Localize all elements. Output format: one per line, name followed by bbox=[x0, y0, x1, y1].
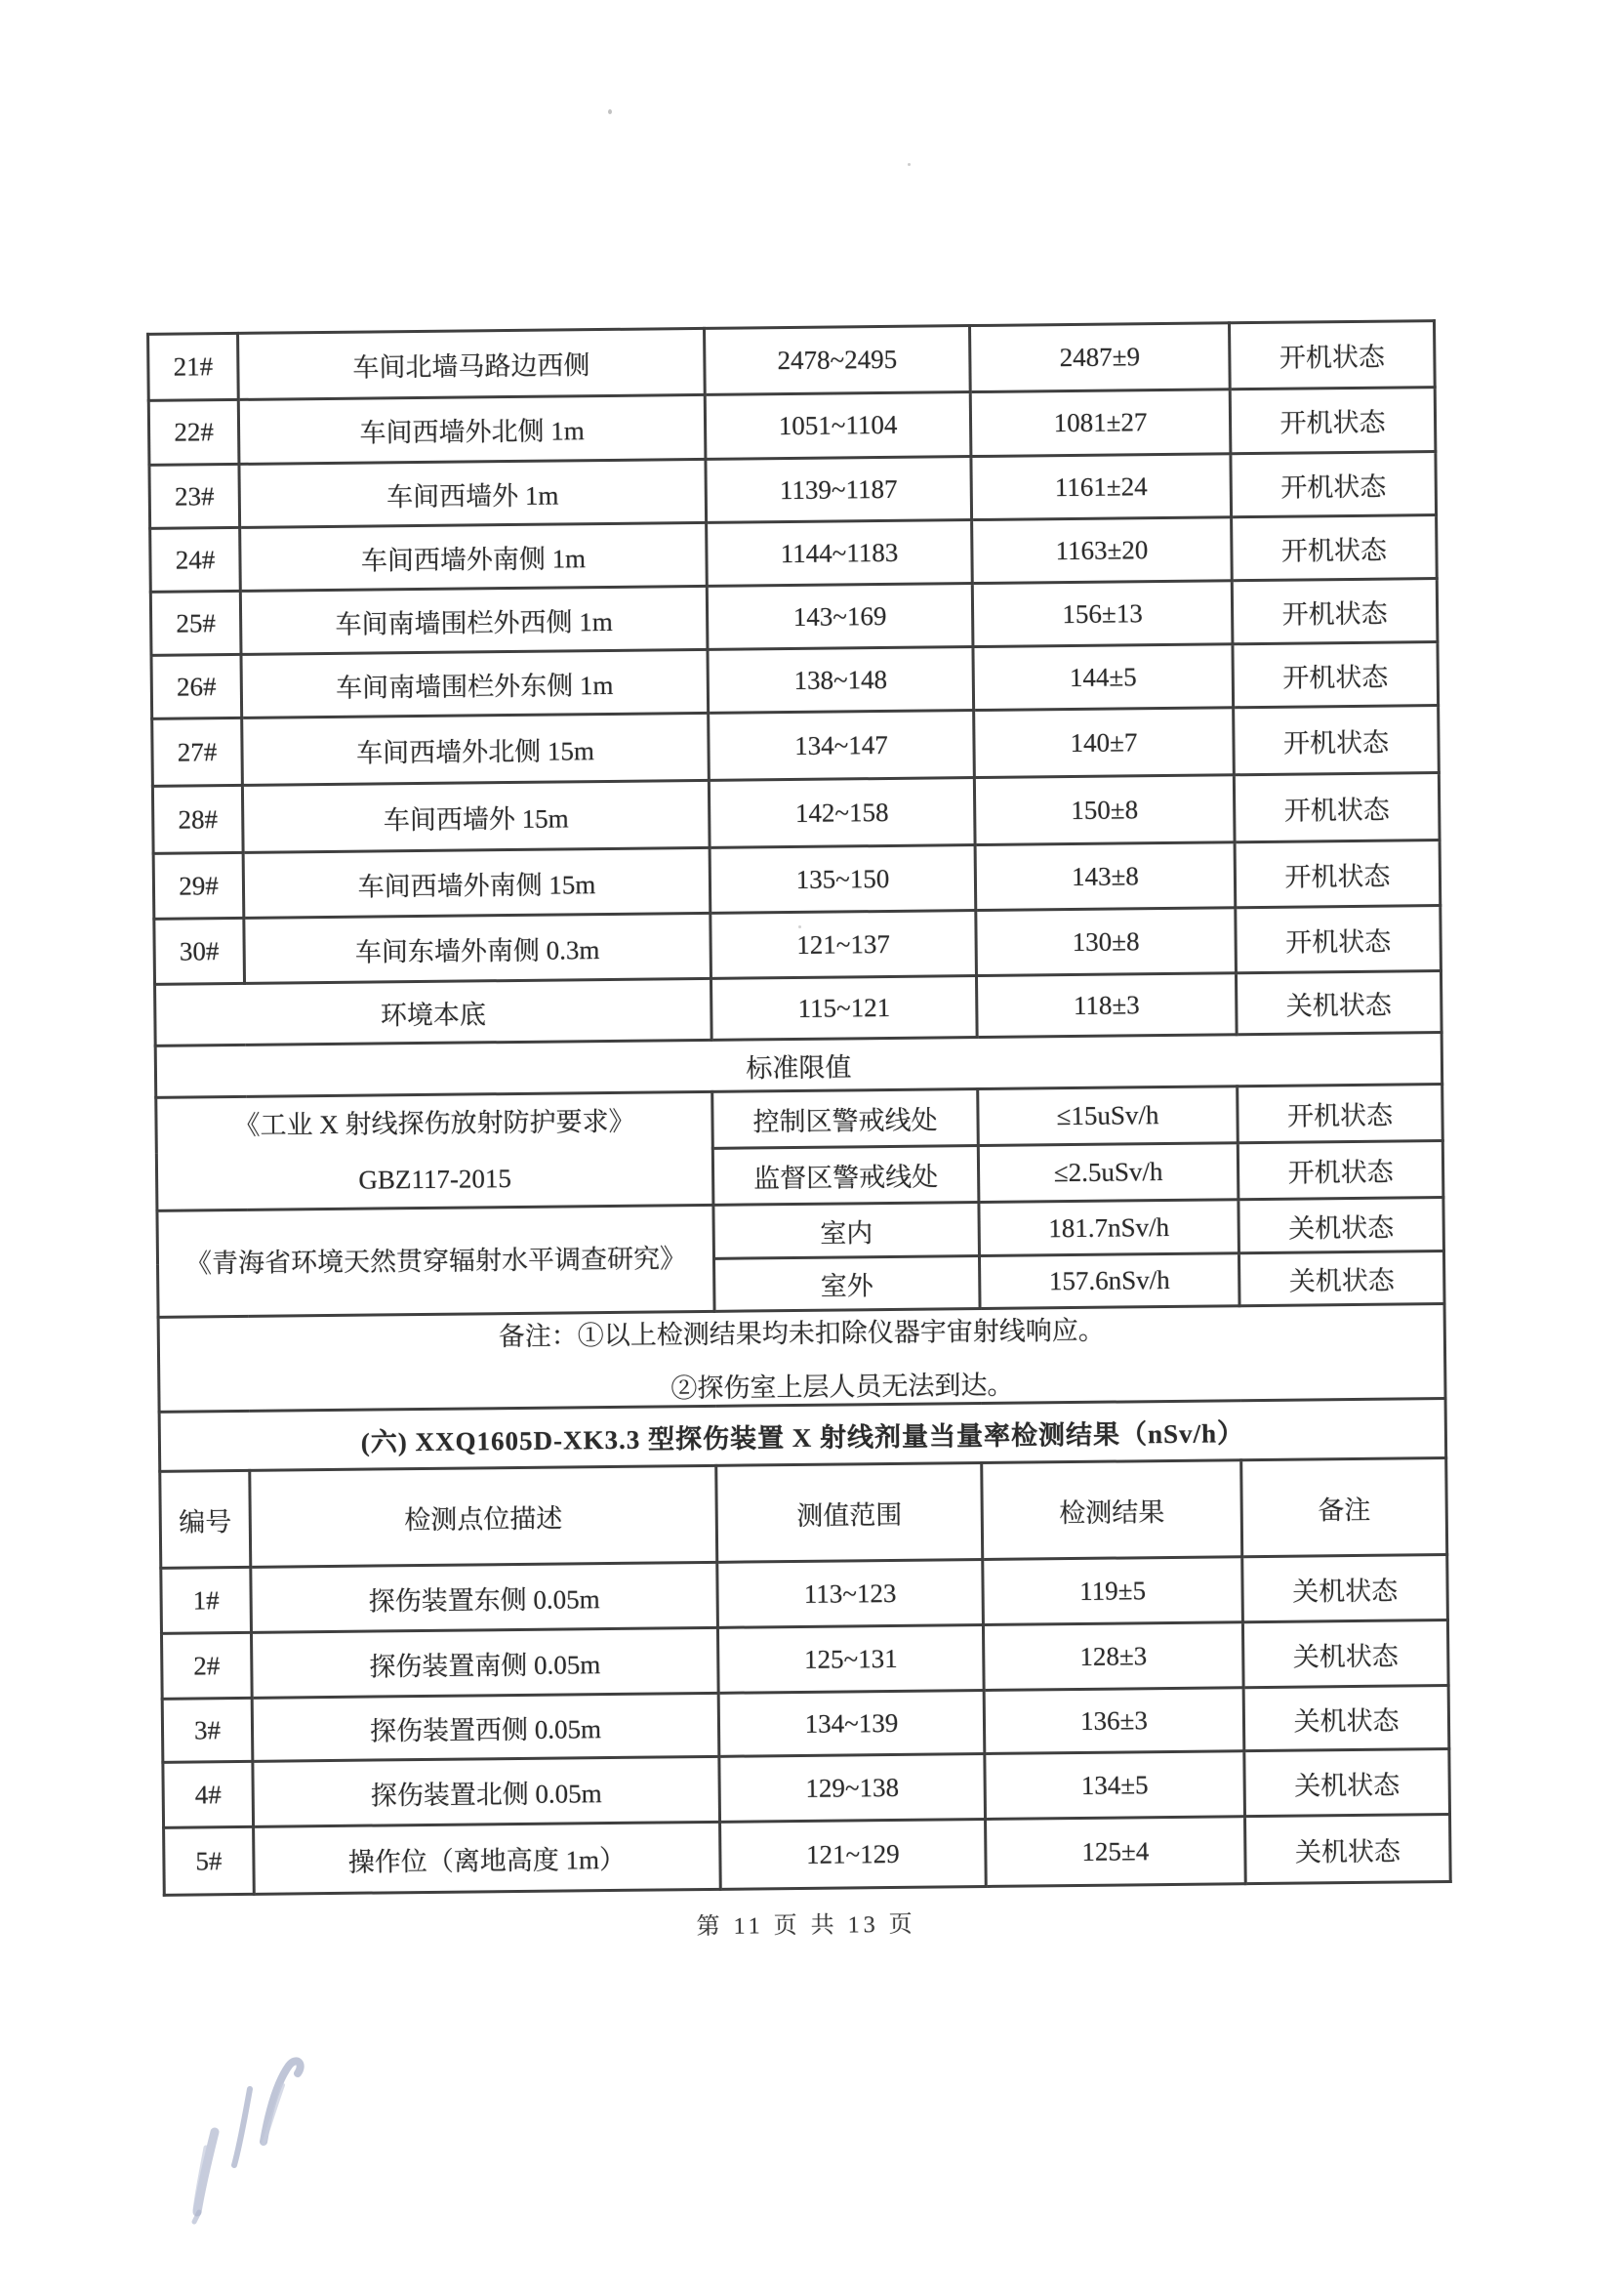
range-cell: 113~123 bbox=[717, 1560, 984, 1628]
range-cell: 1144~1183 bbox=[707, 520, 973, 587]
row-id-cell: 30# bbox=[154, 918, 245, 984]
desc-cell: 车间北墙马路边西侧 bbox=[238, 328, 706, 399]
note-cell: 关机状态 bbox=[1245, 1815, 1451, 1884]
remark-line-2: ②探伤室上层人员无法到达。 bbox=[670, 1371, 1014, 1404]
column-header-row bbox=[160, 1458, 1447, 1569]
result-cell: 130±8 bbox=[976, 908, 1237, 976]
standard-reference-cell: 《工业 X 射线探伤放射防护要求》 GBZ117-2015 bbox=[156, 1091, 713, 1210]
scanned-sheet bbox=[146, 319, 1449, 1947]
row-id-cell: 26# bbox=[151, 654, 242, 718]
desc-cell: 车间西墙外南侧 1m bbox=[240, 522, 708, 591]
note-cell: 开机状态 bbox=[1232, 579, 1438, 644]
note-cell: 关机状态 bbox=[1242, 1620, 1448, 1688]
note-cell: 开机状态 bbox=[1235, 840, 1441, 908]
limit-value-cell: 157.6nSv/h bbox=[979, 1253, 1239, 1309]
range-cell: 142~158 bbox=[709, 778, 975, 848]
range-cell: 134~147 bbox=[709, 711, 975, 781]
row-id-cell: 29# bbox=[153, 852, 244, 919]
desc-cell: 操作位（离地高度 1m） bbox=[254, 1823, 721, 1895]
result-cell: 156±13 bbox=[972, 581, 1233, 647]
desc-cell: 车间西墙外 15m bbox=[242, 780, 710, 852]
range-cell: 143~169 bbox=[707, 584, 973, 650]
column-header-id: 编号 bbox=[160, 1471, 251, 1569]
row-id-cell: 25# bbox=[150, 591, 241, 655]
note-cell: 关机状态 bbox=[1242, 1555, 1448, 1622]
range-cell: 1139~1187 bbox=[706, 457, 972, 523]
range-cell: 125~131 bbox=[717, 1625, 984, 1694]
range-cell: 129~138 bbox=[719, 1754, 986, 1823]
result-cell: 136±3 bbox=[984, 1688, 1244, 1754]
row-id-cell: 24# bbox=[150, 527, 241, 592]
remarks-row bbox=[158, 1304, 1445, 1413]
limit-position-cell: 室外 bbox=[714, 1256, 981, 1312]
row-id-cell: 3# bbox=[162, 1699, 253, 1763]
row-id-cell: 27# bbox=[152, 718, 243, 786]
limit-value-cell: ≤2.5uSv/h bbox=[978, 1142, 1238, 1203]
result-cell: 128±3 bbox=[983, 1622, 1243, 1691]
desc-cell: 车间西墙外北侧 1m bbox=[238, 394, 706, 464]
row-id-cell: 4# bbox=[163, 1762, 254, 1828]
page-footer: 第 11 页 共 13 页 bbox=[696, 1912, 916, 1941]
result-cell: 2487±9 bbox=[970, 323, 1231, 392]
note-cell: 开机状态 bbox=[1236, 906, 1441, 973]
result-cell: 119±5 bbox=[983, 1557, 1243, 1625]
remark-line-1: 备注：①以上检测结果均未扣除仪器宇宙射线响应。 bbox=[498, 1316, 1105, 1352]
note-cell: 开机状态 bbox=[1234, 773, 1440, 842]
row-id-cell: 21# bbox=[148, 333, 239, 400]
note-cell: 开机状态 bbox=[1231, 452, 1437, 517]
limit-value-cell: ≤15uSv/h bbox=[978, 1086, 1238, 1145]
note-cell: 关机状态 bbox=[1244, 1749, 1450, 1817]
row-id-cell: 5# bbox=[164, 1827, 255, 1896]
desc-cell: 车间西墙外南侧 15m bbox=[243, 847, 710, 918]
limit-value-cell: 181.7nSv/h bbox=[979, 1200, 1239, 1256]
range-cell: 135~150 bbox=[710, 845, 976, 914]
desc-cell: 车间西墙外 1m bbox=[239, 459, 707, 527]
radiation-measurement-table bbox=[146, 319, 1452, 1897]
result-cell: 144±5 bbox=[973, 644, 1234, 711]
column-header-result: 检测结果 bbox=[982, 1460, 1242, 1560]
result-cell: 1161±24 bbox=[971, 454, 1232, 520]
row-id-cell: 1# bbox=[161, 1568, 252, 1634]
note-cell: 开机状态 bbox=[1233, 642, 1439, 708]
standard-reference-cell: 《青海省环境天然贯穿辐射水平调查研究》 bbox=[157, 1206, 714, 1318]
range-cell: 121~137 bbox=[710, 911, 977, 979]
desc-cell: 探伤装置北侧 0.05m bbox=[253, 1757, 720, 1827]
row-id-cell: 2# bbox=[161, 1633, 252, 1700]
result-cell: 118±3 bbox=[976, 973, 1237, 1038]
result-cell: 125±4 bbox=[986, 1817, 1246, 1887]
row-id-cell: 28# bbox=[152, 785, 243, 853]
limit-position-cell: 室内 bbox=[713, 1203, 980, 1259]
range-cell: 134~139 bbox=[718, 1691, 985, 1757]
note-cell: 关机状态 bbox=[1238, 1198, 1444, 1253]
pen-scribble bbox=[117, 2011, 371, 2265]
range-cell: 121~129 bbox=[720, 1820, 987, 1890]
range-cell: 138~148 bbox=[708, 647, 974, 714]
result-cell: 150±8 bbox=[974, 775, 1235, 845]
note-cell: 开机状态 bbox=[1238, 1140, 1443, 1200]
scan-speck bbox=[908, 163, 911, 166]
desc-cell: 探伤装置西侧 0.05m bbox=[252, 1694, 719, 1762]
note-cell: 关机状态 bbox=[1236, 971, 1441, 1035]
scan-speck bbox=[608, 109, 612, 114]
result-cell: 1163±20 bbox=[972, 517, 1233, 584]
desc-cell: 环境本底 bbox=[155, 978, 712, 1046]
note-cell: 开机状态 bbox=[1238, 1085, 1443, 1143]
range-cell: 115~121 bbox=[710, 976, 977, 1041]
desc-cell: 车间南墙围栏外西侧 1m bbox=[240, 586, 708, 654]
note-cell: 开机状态 bbox=[1232, 515, 1438, 581]
range-cell: 2478~2495 bbox=[705, 326, 971, 395]
limits-header-cell: 标准限值 bbox=[155, 1033, 1441, 1098]
note-cell: 关机状态 bbox=[1238, 1251, 1444, 1306]
column-header-note: 备注 bbox=[1241, 1458, 1447, 1557]
limit-position-cell: 监督区警戒线处 bbox=[712, 1145, 979, 1206]
result-cell: 140±7 bbox=[974, 708, 1235, 778]
desc-cell: 探伤装置南侧 0.05m bbox=[251, 1628, 718, 1699]
row-id-cell: 22# bbox=[148, 399, 239, 465]
result-cell: 143±8 bbox=[975, 842, 1236, 911]
note-cell: 开机状态 bbox=[1229, 321, 1435, 390]
limit-position-cell: 控制区警戒线处 bbox=[712, 1089, 979, 1149]
column-header-desc: 检测点位描述 bbox=[250, 1466, 717, 1568]
desc-cell: 车间东墙外南侧 0.3m bbox=[244, 913, 711, 983]
range-cell: 1051~1104 bbox=[705, 392, 971, 460]
row-id-cell: 23# bbox=[149, 464, 240, 528]
column-header-range: 测值范围 bbox=[716, 1463, 983, 1563]
remarks-cell bbox=[158, 1304, 1445, 1413]
desc-cell: 车间南墙围栏外东侧 1m bbox=[241, 649, 709, 718]
note-cell: 开机状态 bbox=[1230, 388, 1436, 454]
desc-cell: 车间西墙外北侧 15m bbox=[242, 713, 710, 785]
desc-cell: 探伤装置东侧 0.05m bbox=[251, 1563, 718, 1633]
table-row bbox=[164, 1815, 1451, 1896]
result-cell: 1081±27 bbox=[970, 390, 1231, 457]
note-cell: 关机状态 bbox=[1243, 1686, 1449, 1751]
note-cell: 开机状态 bbox=[1234, 706, 1440, 775]
section-title-cell: (六) XXQ1605D-XK3.3 型探伤装置 X 射线剂量当量率检测结果（nSv/h） bbox=[159, 1399, 1446, 1472]
result-cell: 134±5 bbox=[985, 1751, 1245, 1820]
